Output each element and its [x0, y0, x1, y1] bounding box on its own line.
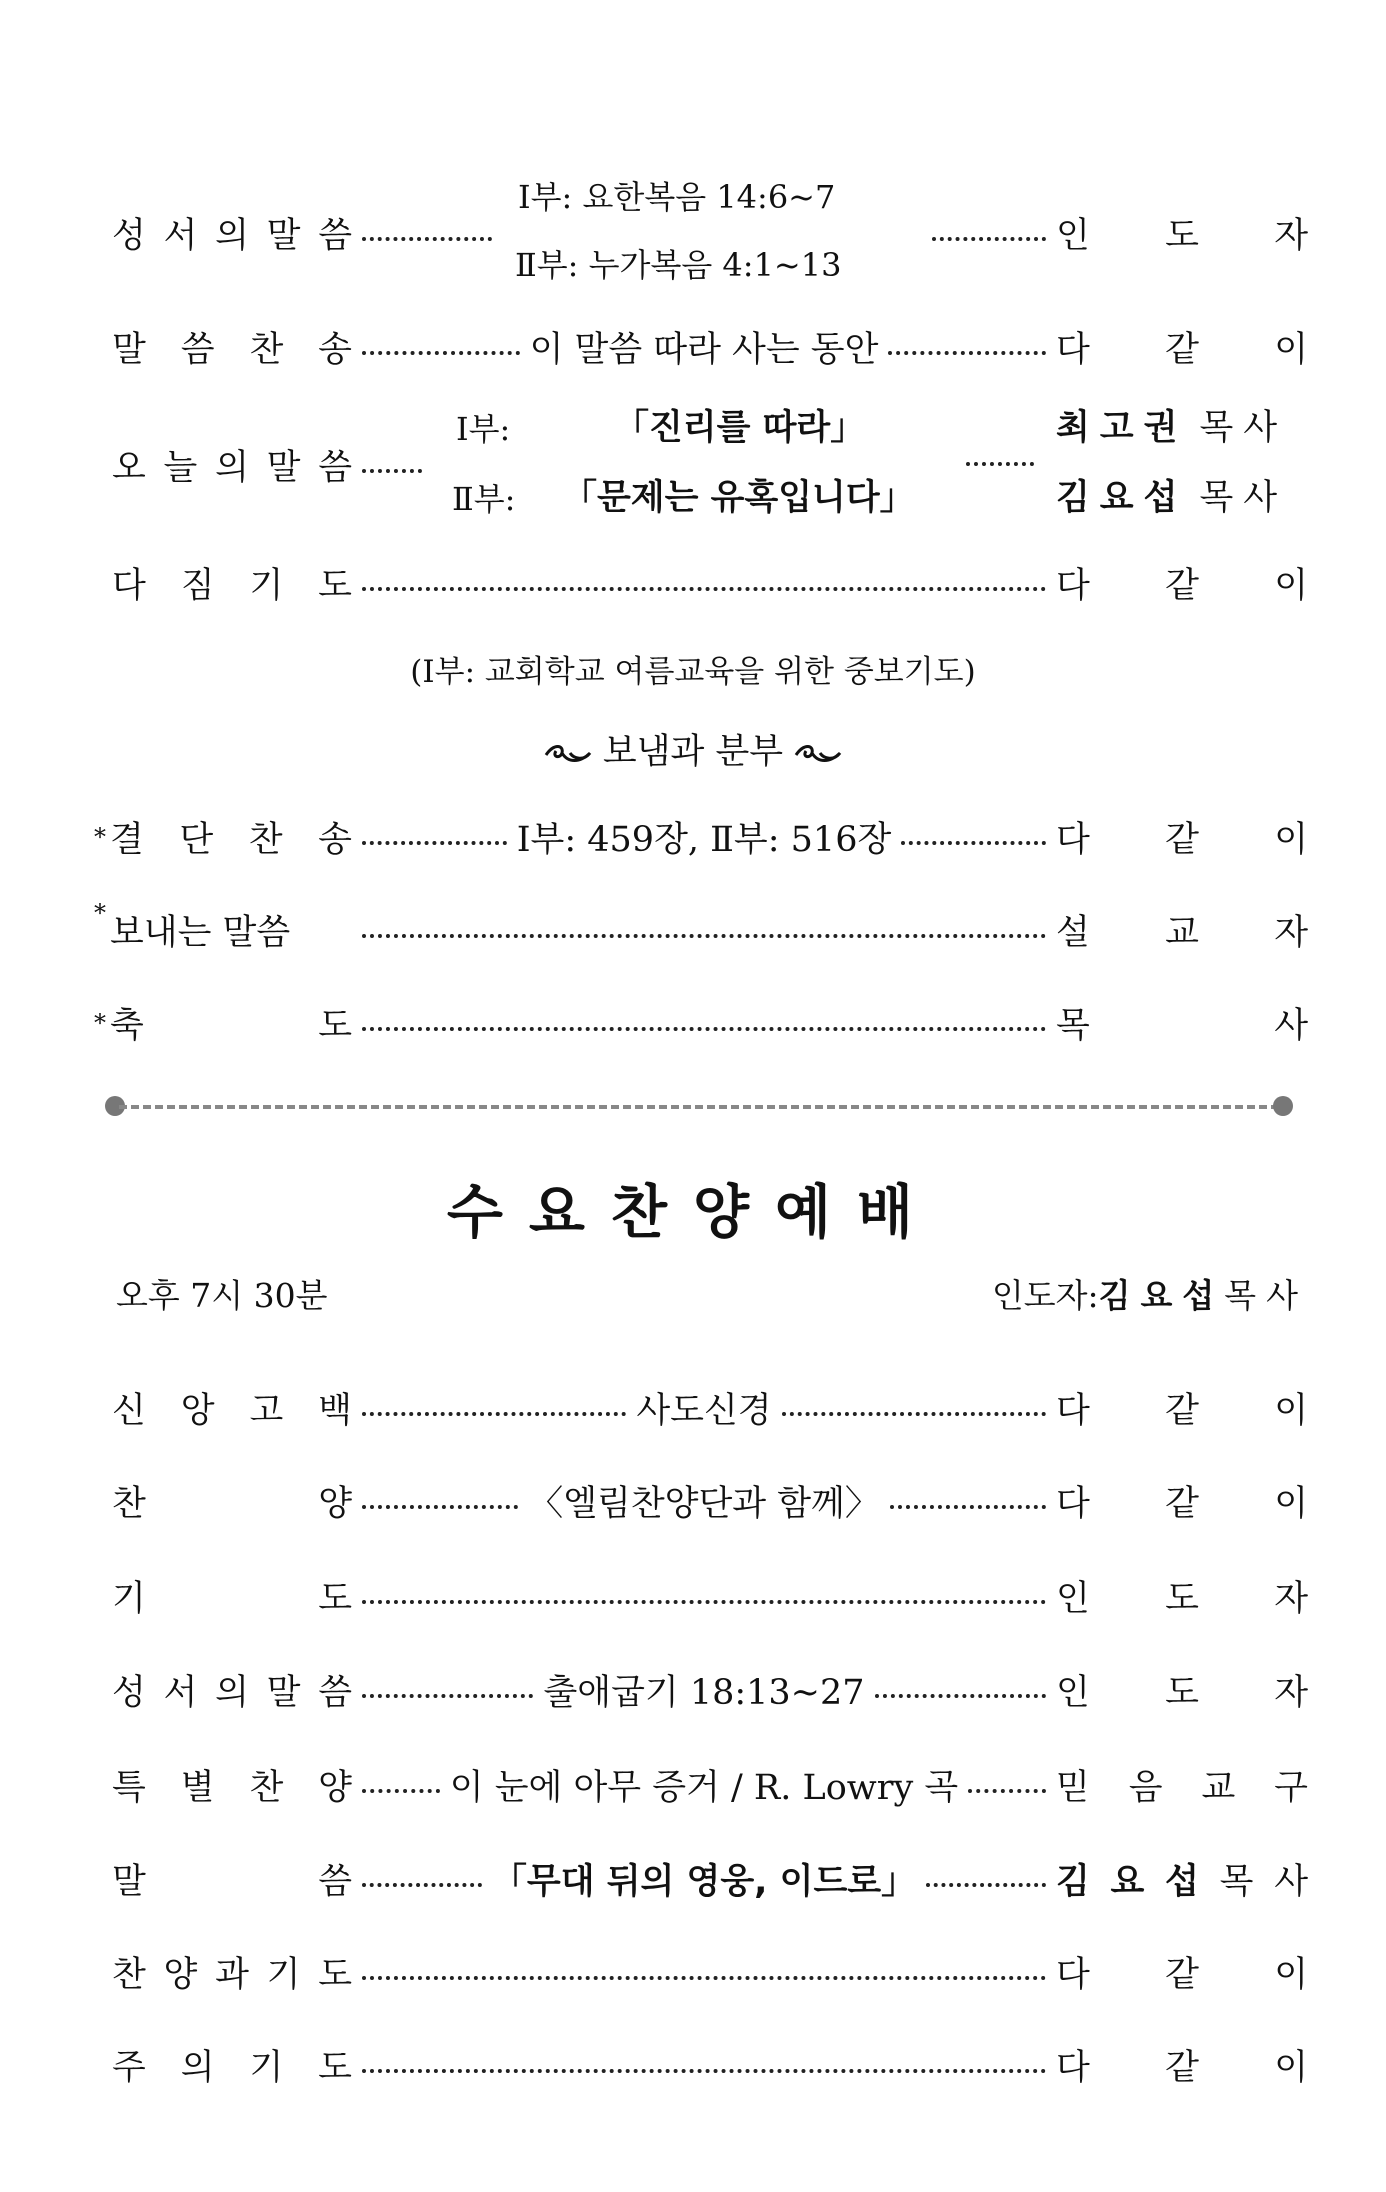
hymn-label: [112, 322, 352, 372]
closing-hymn-text: Ⅰ부: 459장, Ⅱ부: 516장: [516, 820, 892, 860]
label-char: 다: [112, 566, 146, 606]
label-char: 의: [215, 216, 249, 256]
dot-leader: [362, 587, 1046, 591]
order-who: [1056, 1760, 1308, 1810]
who-char: 인: [1056, 1673, 1090, 1713]
who-char: 섭: [1165, 1862, 1199, 1902]
label-char: 양: [318, 1484, 352, 1524]
dot-leader: [966, 462, 1034, 466]
label-char: 신: [112, 1391, 146, 1431]
label-char: 의: [180, 2048, 215, 2088]
order-text: 출애굽기 18:13~27: [543, 1673, 865, 1713]
hymn-who: [1056, 322, 1308, 372]
sermon-label: [112, 440, 352, 490]
required-mark: *: [94, 899, 106, 927]
label-char: 송: [318, 330, 352, 370]
label-char: 도: [318, 1579, 352, 1619]
required-mark: *: [94, 823, 106, 851]
who-char: 다: [1056, 820, 1090, 860]
order-who: [1056, 1665, 1308, 1715]
benediction-char: 도: [318, 1006, 352, 1046]
label-char: * 결: [94, 820, 144, 860]
label-char: 과: [215, 1955, 249, 1995]
who-char: 사: [1274, 1006, 1308, 1046]
benediction-row: [94, 988, 1308, 1058]
label-char: 서: [163, 216, 198, 256]
label-char: 고: [249, 1391, 284, 1431]
label-char: 기: [112, 1579, 146, 1619]
who-char: 다: [1056, 1391, 1090, 1431]
sending-words-who: [1056, 905, 1308, 955]
label-char: 성: [112, 216, 146, 256]
label-char: 찬: [249, 330, 284, 370]
section-divider: [105, 1094, 1293, 1118]
dot-leader: [901, 841, 1046, 845]
pledge-note: (Ⅰ부: 교회학교 여름교육을 위한 중보기도): [410, 654, 976, 690]
who-char: 다: [1056, 1484, 1090, 1524]
sermon-part2-title: 「문제는 유혹입니다」: [562, 478, 915, 518]
label-char: 앙: [180, 1391, 215, 1431]
leader-title: 목사: [1224, 1276, 1308, 1315]
order-row: [112, 1655, 1308, 1725]
who-char: 이: [1274, 1955, 1308, 1995]
who-char: 같: [1165, 2048, 1199, 2088]
label-char: 말: [112, 330, 146, 370]
dot-leader: [362, 351, 520, 355]
dot-leader: [362, 1883, 482, 1887]
who-char: 음: [1128, 1768, 1163, 1808]
scripture-label: [112, 208, 352, 258]
who-char: 같: [1165, 1955, 1199, 1995]
dot-leader: [362, 469, 422, 473]
dot-leader: [362, 841, 507, 845]
benediction-label: [94, 998, 352, 1048]
hymn-row: [112, 312, 1308, 382]
label-char: 늘: [163, 448, 198, 488]
order-label: [112, 1760, 352, 1810]
service-title: 수요찬양예배: [446, 1178, 940, 1246]
label-char: 찬: [112, 1484, 146, 1524]
order-row: [112, 1373, 1308, 1443]
dot-leader: [875, 1694, 1046, 1698]
label-char: 기: [266, 1955, 301, 1995]
who-char: 도: [1165, 216, 1199, 256]
label-char: 의: [215, 1673, 249, 1713]
label-char: 서: [163, 1673, 198, 1713]
ornament-left-icon: [544, 741, 592, 767]
leader-name: 김요섭: [1098, 1276, 1225, 1315]
closing-hymn-who: [1056, 812, 1308, 862]
who-char: 설: [1056, 913, 1090, 953]
divider-line: [119, 1105, 1279, 1109]
sermon-part1-prefix: Ⅰ부:: [456, 410, 511, 448]
required-mark: *: [94, 1009, 106, 1037]
order-text: 이 눈에 아무 증거 / R. Lowry 곡: [449, 1768, 959, 1808]
label-char: 도: [318, 1955, 352, 1995]
leader-label: 인도자:: [991, 1276, 1099, 1315]
label-char: 도: [318, 2048, 352, 2088]
divider-dot: [1273, 1096, 1293, 1116]
label-char: 양: [163, 1955, 198, 1995]
service-time: 오후 7시 30분: [116, 1276, 328, 1315]
label-char: 의: [215, 448, 249, 488]
who-char: 자: [1274, 1673, 1308, 1713]
order-who: [1056, 1476, 1308, 1526]
who-char: 김: [1056, 1862, 1090, 1902]
sending-heading: [0, 724, 1386, 774]
scripture-readings: [518, 172, 835, 218]
order-who: [1056, 2040, 1308, 2090]
label-char: 씀: [180, 330, 215, 370]
label-char: 말: [266, 448, 301, 488]
label-char: 말: [112, 1862, 146, 1902]
sending-words-label: [94, 899, 352, 955]
dot-leader: [362, 1694, 533, 1698]
sermon-part2: [452, 474, 1372, 520]
order-label: [112, 1665, 352, 1715]
who-char: 같: [1165, 1391, 1199, 1431]
scripture-readings-2: [515, 240, 841, 286]
dot-leader: [362, 1027, 1046, 1031]
order-who: [1056, 1571, 1308, 1621]
label-char: 기: [249, 2048, 284, 2088]
label-char: 별: [180, 1768, 215, 1808]
who-char: 이: [1274, 1391, 1308, 1431]
scripture-leader: [1056, 208, 1308, 258]
dot-leader: [932, 237, 1046, 241]
label-char: 송: [318, 820, 352, 860]
sending-heading-text: 보냄과 분부: [602, 732, 784, 772]
label-char: 말: [266, 216, 301, 256]
label-char: 단: [179, 820, 214, 860]
sermon-part2-prefix: Ⅱ부:: [452, 480, 516, 518]
label-char: 씀: [318, 216, 352, 256]
who-char: 교: [1165, 913, 1199, 953]
who-char: 자: [1274, 216, 1308, 256]
ornament-right-icon: [794, 741, 842, 767]
dot-leader: [968, 1789, 1046, 1793]
dot-leader: [362, 1789, 440, 1793]
order-who: [1056, 1854, 1308, 1904]
order-label: [112, 1854, 352, 1904]
sermon-part1-preacher: [1056, 400, 1287, 450]
who-char: 교: [1201, 1768, 1236, 1808]
benediction-who: [1056, 998, 1308, 1048]
label-char: 특: [112, 1768, 146, 1808]
label-char: 기: [249, 566, 284, 606]
dot-leader: [362, 2069, 1046, 2073]
label-char: 주: [112, 2048, 146, 2088]
who-char: 인: [1056, 1579, 1090, 1619]
order-who: [1056, 1947, 1308, 1997]
order-who: [1056, 1383, 1308, 1433]
who-char: 같: [1165, 820, 1199, 860]
dot-leader: [362, 934, 1046, 938]
dot-leader: [362, 237, 492, 241]
label-char: 씀: [318, 1673, 352, 1713]
closing-hymn-row: [94, 802, 1308, 872]
dot-leader: [362, 1412, 626, 1416]
preacher-name: 최고권: [1056, 408, 1188, 448]
who-char: 다: [1056, 566, 1090, 606]
scripture-part2: Ⅱ부: 누가복음 4:1~13: [515, 246, 842, 284]
order-text: 「무대 뒤의 영웅, 이드로」: [491, 1862, 917, 1902]
order-row: [112, 1466, 1308, 1536]
label-char: 말: [266, 1673, 301, 1713]
who-char: 구: [1274, 1768, 1308, 1808]
who-char: 이: [1274, 566, 1308, 606]
dot-leader: [362, 1976, 1046, 1980]
closing-hymn-label: [94, 812, 352, 862]
who-char: 이: [1274, 330, 1309, 370]
label-char: 짐: [180, 566, 215, 606]
dot-leader: [926, 1883, 1046, 1887]
dot-leader: [362, 1505, 518, 1509]
label-char: 성: [112, 1673, 146, 1713]
label-char: 도: [318, 566, 352, 606]
sermon-part1-title: 「진리를 따라」: [614, 408, 866, 448]
order-row: [112, 1561, 1308, 1631]
benediction-char: 축: [110, 1006, 144, 1046]
preacher-title: 목사: [1199, 408, 1288, 448]
pledge-who: [1056, 558, 1308, 608]
label-char: 찬: [112, 1955, 146, 1995]
who-char: 자: [1274, 1579, 1308, 1619]
label-char: 양: [318, 1768, 352, 1808]
pledge-label: [112, 558, 352, 608]
dot-leader: [362, 1600, 1046, 1604]
label-char: 백: [318, 1391, 352, 1431]
dot-leader: [890, 1505, 1046, 1509]
who-char: 다: [1056, 2048, 1090, 2088]
who-char: 도: [1165, 1673, 1199, 1713]
label-char: 찬: [248, 820, 283, 860]
sermon-part1: [456, 404, 1376, 450]
order-row: [112, 2030, 1308, 2100]
who-char: 이: [1274, 1484, 1309, 1524]
scripture-part1: Ⅰ부: 요한복음 14:6~7: [518, 178, 836, 216]
order-text: 〈엘림찬양단과 함께〉: [528, 1484, 880, 1524]
pledge-row: [112, 548, 1308, 618]
order-label: [112, 1476, 352, 1526]
who-char: 같: [1165, 566, 1199, 606]
order-label: [112, 1571, 352, 1621]
order-row: [112, 1750, 1308, 1820]
label-char: 씀: [318, 1862, 352, 1902]
who-char: 이: [1274, 2048, 1308, 2088]
who-char: 다: [1056, 330, 1090, 370]
sending-words-row: [94, 895, 1308, 965]
sermon-part2-preacher: [1056, 470, 1287, 520]
who-char: 같: [1165, 330, 1199, 370]
hymn-text: 이 말씀 따라 사는 동안: [529, 330, 879, 370]
who-char: 자: [1274, 913, 1308, 953]
who-char: 이: [1274, 820, 1308, 860]
who-char: 요: [1110, 1862, 1145, 1902]
label-char: 찬: [249, 1768, 284, 1808]
who-char: 목: [1056, 1006, 1090, 1046]
who-char: 사: [1274, 1862, 1308, 1902]
label-char: 씀: [318, 448, 352, 488]
preacher-name: 김요섭: [1056, 478, 1188, 518]
who-char: 같: [1165, 1484, 1199, 1524]
order-row: [112, 1937, 1308, 2007]
who-char: 인: [1056, 216, 1090, 256]
order-label: [112, 2040, 352, 2090]
who-char: 믿: [1056, 1768, 1090, 1808]
order-row: [112, 1844, 1308, 1914]
order-label: [112, 1383, 352, 1433]
dot-leader: [782, 1412, 1046, 1416]
label-char: 오: [112, 448, 146, 488]
order-label: [112, 1947, 352, 1997]
sending-words-text: 보내는 말씀: [110, 913, 291, 953]
who-char: 도: [1165, 1579, 1199, 1619]
who-char: 다: [1056, 1955, 1090, 1995]
dot-leader: [888, 351, 1046, 355]
service-leader: [992, 1270, 1308, 1317]
who-char: 목: [1219, 1862, 1254, 1902]
order-text: 사도신경: [636, 1391, 772, 1431]
preacher-title: 목사: [1199, 478, 1288, 518]
